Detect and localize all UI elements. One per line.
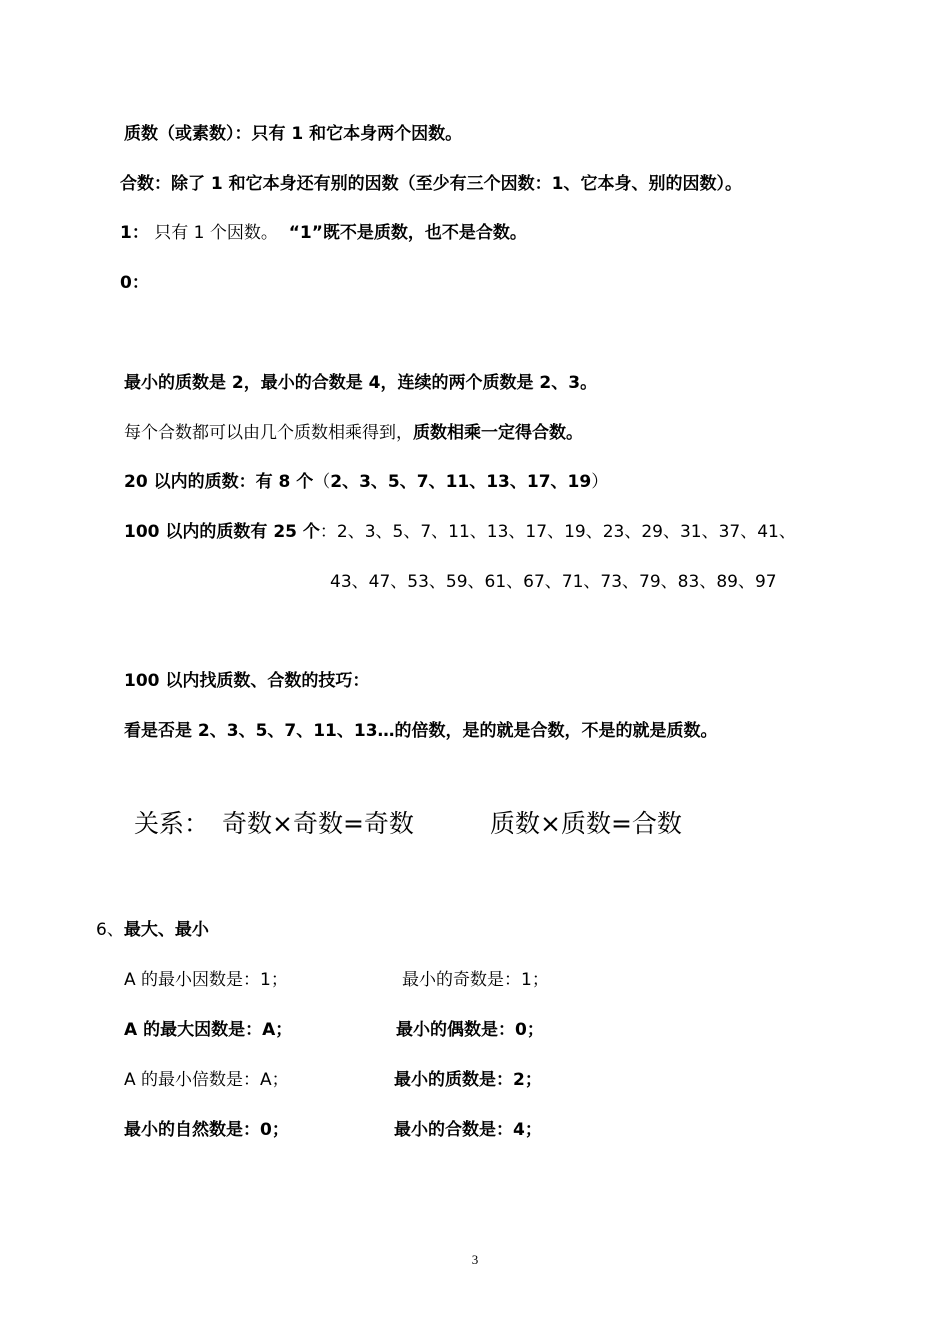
product-bold: 质数相乘一定得合数。 — [413, 423, 583, 443]
one-definition — [120, 222, 527, 244]
prime-def: ：只有 1 和它本身两个因数。 — [234, 124, 463, 144]
relation-formula-odd: 奇数×奇数=奇数 — [222, 809, 414, 838]
min-max-row-3-left: A 的最小倍数是：A； — [124, 1070, 289, 1090]
relation-label: 关系： — [134, 809, 210, 838]
prime-term: 质数（或素数） — [124, 124, 235, 144]
tips-rule: 看是否是 2、3、5、7、11、13…的倍数，是的就是合数，不是的就是质数。 — [124, 721, 718, 741]
primes20-paren-open: （ — [313, 472, 331, 492]
tips-title: 100 以内找质数、合数的技巧： — [124, 671, 370, 691]
primes-under-100-line2: 43、47、53、59、61、67、71、73、79、83、89、97 — [330, 572, 777, 592]
section-title: 最大、最小 — [123, 920, 209, 940]
min-max-row-4-right: 最小的合数是：4； — [394, 1120, 542, 1140]
min-max-row-4-left: 最小的自然数是：0； — [124, 1120, 289, 1140]
page-number: 3 — [471, 1252, 479, 1267]
smallest-facts: 最小的质数是 2，最小的合数是 4，连续的两个质数是 2、3。 — [124, 373, 598, 393]
one-text: 只有 1 个因数。 — [148, 223, 278, 243]
primes-under-20 — [124, 471, 608, 493]
primes20-paren-close: ） — [591, 472, 609, 492]
relation-formula-prime: 质数×质数=合数 — [490, 809, 682, 838]
primes100-line1: ：2、3、5、7、11、13、17、19、23、29、31、37、41、 — [319, 522, 796, 542]
product-plain: 每个合数都可以由几个质数相乘得到， — [124, 423, 413, 443]
one-bold: “1”既不是质数，也不是合数。 — [288, 223, 527, 243]
primes20-label: 20 以内的质数：有 8 个 — [124, 472, 314, 492]
product-fact — [124, 422, 583, 444]
min-max-row-3-right: 最小的质数是：2； — [394, 1070, 542, 1090]
primes100-label: 100 以内的质数有 25 个 — [124, 522, 320, 542]
section-6-heading — [96, 919, 209, 941]
section-number: 6、 — [96, 920, 124, 940]
min-max-row-1-right: 最小的奇数是：1； — [402, 970, 549, 990]
prime-definition — [124, 123, 462, 145]
min-max-row-2-right: 最小的偶数是：0； — [396, 1020, 544, 1040]
zero-label: 0： — [120, 273, 149, 293]
primes-under-100 — [124, 521, 796, 543]
primes20-list: 2、3、5、7、11、13、17、19 — [330, 472, 592, 492]
min-max-row-1-left: A 的最小因数是：1； — [124, 970, 288, 990]
min-max-row-2-left: A 的最大因数是：A； — [124, 1020, 293, 1040]
one-label: 1： — [120, 223, 149, 243]
composite-definition: 合数：除了 1 和它本身还有别的因数（至少有三个因数：1、它本身、别的因数）。 — [120, 174, 742, 194]
